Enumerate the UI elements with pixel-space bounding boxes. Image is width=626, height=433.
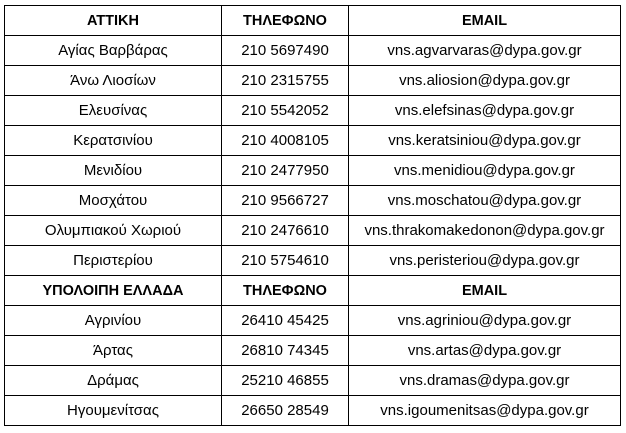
office-email: vns.thrakomakedonon@dypa.gov.gr (349, 216, 621, 246)
office-email: vns.artas@dypa.gov.gr (349, 336, 621, 366)
office-phone: 210 4008105 (222, 126, 349, 156)
table-row (5, 306, 621, 336)
office-email: vns.moschatou@dypa.gov.gr (349, 186, 621, 216)
office-phone: 210 2477950 (222, 156, 349, 186)
office-name: Περιστερίου (5, 246, 222, 276)
office-name: Ηγουμενίτσας (5, 396, 222, 426)
table-row (5, 216, 621, 246)
office-name: Κερατσινίου (5, 126, 222, 156)
office-name: Άρτας (5, 336, 222, 366)
office-phone: 210 9566727 (222, 186, 349, 216)
table-row (5, 336, 621, 366)
office-name: Μοσχάτου (5, 186, 222, 216)
office-email: vns.menidiou@dypa.gov.gr (349, 156, 621, 186)
region-header: ΥΠΟΛΟΙΠΗ ΕΛΛΑΔΑ (5, 276, 222, 306)
email-header: EMAIL (349, 6, 621, 36)
phone-header: ΤΗΛΕΦΩΝΟ (222, 276, 349, 306)
office-phone: 210 5697490 (222, 36, 349, 66)
table-row (5, 366, 621, 396)
email-header: EMAIL (349, 276, 621, 306)
office-phone: 26810 74345 (222, 336, 349, 366)
office-email: vns.aliosion@dypa.gov.gr (349, 66, 621, 96)
table-row (5, 156, 621, 186)
office-phone: 210 2315755 (222, 66, 349, 96)
office-email: vns.peristeriou@dypa.gov.gr (349, 246, 621, 276)
office-phone: 210 2476610 (222, 216, 349, 246)
table-row (5, 246, 621, 276)
office-email: vns.dramas@dypa.gov.gr (349, 366, 621, 396)
office-email: vns.keratsiniou@dypa.gov.gr (349, 126, 621, 156)
office-phone: 26410 45425 (222, 306, 349, 336)
region-header: ΑΤΤΙΚΗ (5, 6, 222, 36)
phone-header: ΤΗΛΕΦΩΝΟ (222, 6, 349, 36)
office-name: Άνω Λιοσίων (5, 66, 222, 96)
office-name: Αγρινίου (5, 306, 222, 336)
office-phone: 26650 28549 (222, 396, 349, 426)
table-row (5, 186, 621, 216)
office-name: Μενιδίου (5, 156, 222, 186)
table-row (5, 66, 621, 96)
office-email: vns.elefsinas@dypa.gov.gr (349, 96, 621, 126)
office-phone: 210 5542052 (222, 96, 349, 126)
office-name: Ολυμπιακού Χωριού (5, 216, 222, 246)
office-email: vns.agvarvaras@dypa.gov.gr (349, 36, 621, 66)
contacts-table (4, 5, 621, 426)
office-name: Δράμας (5, 366, 222, 396)
office-name: Αγίας Βαρβάρας (5, 36, 222, 66)
table-row (5, 396, 621, 426)
section-header-row (5, 276, 621, 306)
table-row (5, 36, 621, 66)
table-row (5, 126, 621, 156)
table-row (5, 96, 621, 126)
office-email: vns.agriniou@dypa.gov.gr (349, 306, 621, 336)
office-phone: 210 5754610 (222, 246, 349, 276)
office-phone: 25210 46855 (222, 366, 349, 396)
office-email: vns.igoumenitsas@dypa.gov.gr (349, 396, 621, 426)
section-header-row (5, 6, 621, 36)
office-name: Ελευσίνας (5, 96, 222, 126)
